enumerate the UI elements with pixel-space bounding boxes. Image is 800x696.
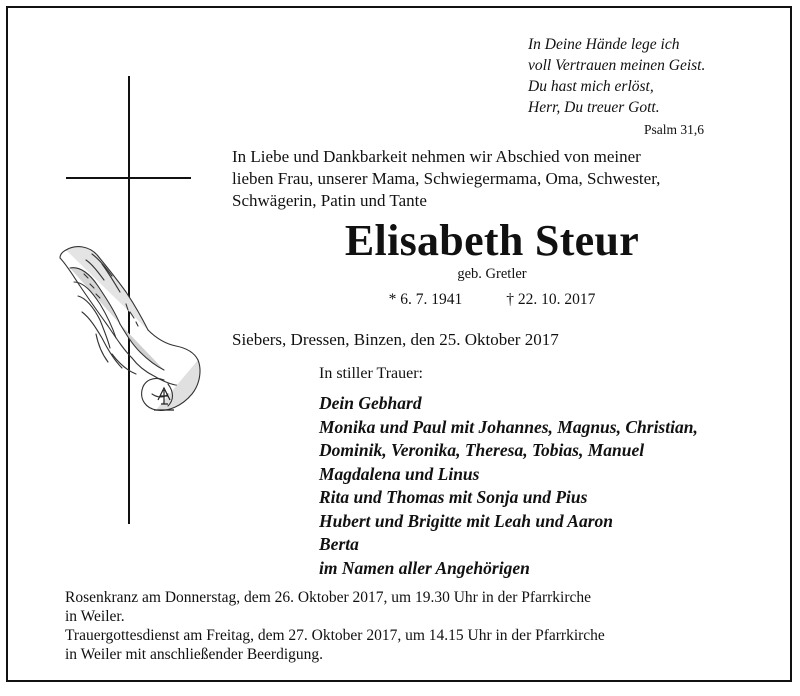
life-dates (232, 291, 752, 309)
intro-line: Schwägerin, Patin und Tante (232, 191, 427, 210)
cross-bar (66, 177, 191, 179)
obituary-notice (6, 6, 792, 682)
intro-text (232, 146, 788, 212)
praying-hands-icon (56, 234, 204, 420)
mourner-line: Monika und Paul mit Johannes, Magnus, Christian, (319, 416, 698, 437)
death-date: † 22. 10. 2017 (506, 291, 596, 308)
psalm-quote (528, 34, 705, 118)
psalm-line: In Deine Hände lege ich (528, 36, 680, 53)
psalm-line: voll Vertrauen meinen Geist. (528, 57, 706, 74)
mourner-line: Berta (319, 534, 359, 554)
birth-date: * 6. 7. 1941 (388, 291, 463, 308)
mourner-line: im Namen aller Angehörigen (319, 557, 530, 578)
funeral-line: Trauergottesdienst am Freitag, dem 27. Oktober 2017, um 14.15 Uhr in der Pfarrkirche (65, 627, 605, 644)
mourning-label: In stiller Trauer: (319, 365, 423, 382)
service-info (65, 588, 785, 664)
rosary-line: Rosenkranz am Donnerstag, dem 26. Oktober 2017, um 19.30 Uhr in der Pfarrkirche (65, 589, 592, 606)
deceased-name: Elisabeth Steur (344, 216, 640, 265)
mourner-line: Magdalena und Linus (319, 463, 480, 484)
intro-line: lieben Frau, unserer Mama, Schwiegermama, Oma, Schwester, (232, 169, 661, 188)
mourner-line: Dominik, Veronika, Theresa, Tobias, Manuel (319, 440, 645, 460)
psalm-line: Herr, Du treuer Gott. (528, 99, 660, 116)
mourner-line: Rita und Thomas mit Sonja und Pius (319, 487, 588, 507)
funeral-line: in Weiler mit anschließender Beerdigung. (65, 646, 324, 663)
rosary-line: in Weiler. (65, 608, 125, 625)
mourner-line: Dein Gebhard (319, 393, 422, 413)
mourner-line: Hubert und Brigitte mit Leah und Aaron (319, 510, 614, 531)
maiden-name: geb. Gretler (457, 266, 527, 282)
intro-line: In Liebe und Dankbarkeit nehmen wir Abschied von meiner (232, 147, 641, 166)
place-and-date: Siebers, Dressen, Binzen, den 25. Oktober 2017 (232, 330, 559, 349)
psalm-reference: Psalm 31,6 (644, 122, 705, 137)
psalm-line: Du hast mich erlöst, (528, 78, 654, 95)
mourners-list (319, 392, 698, 580)
